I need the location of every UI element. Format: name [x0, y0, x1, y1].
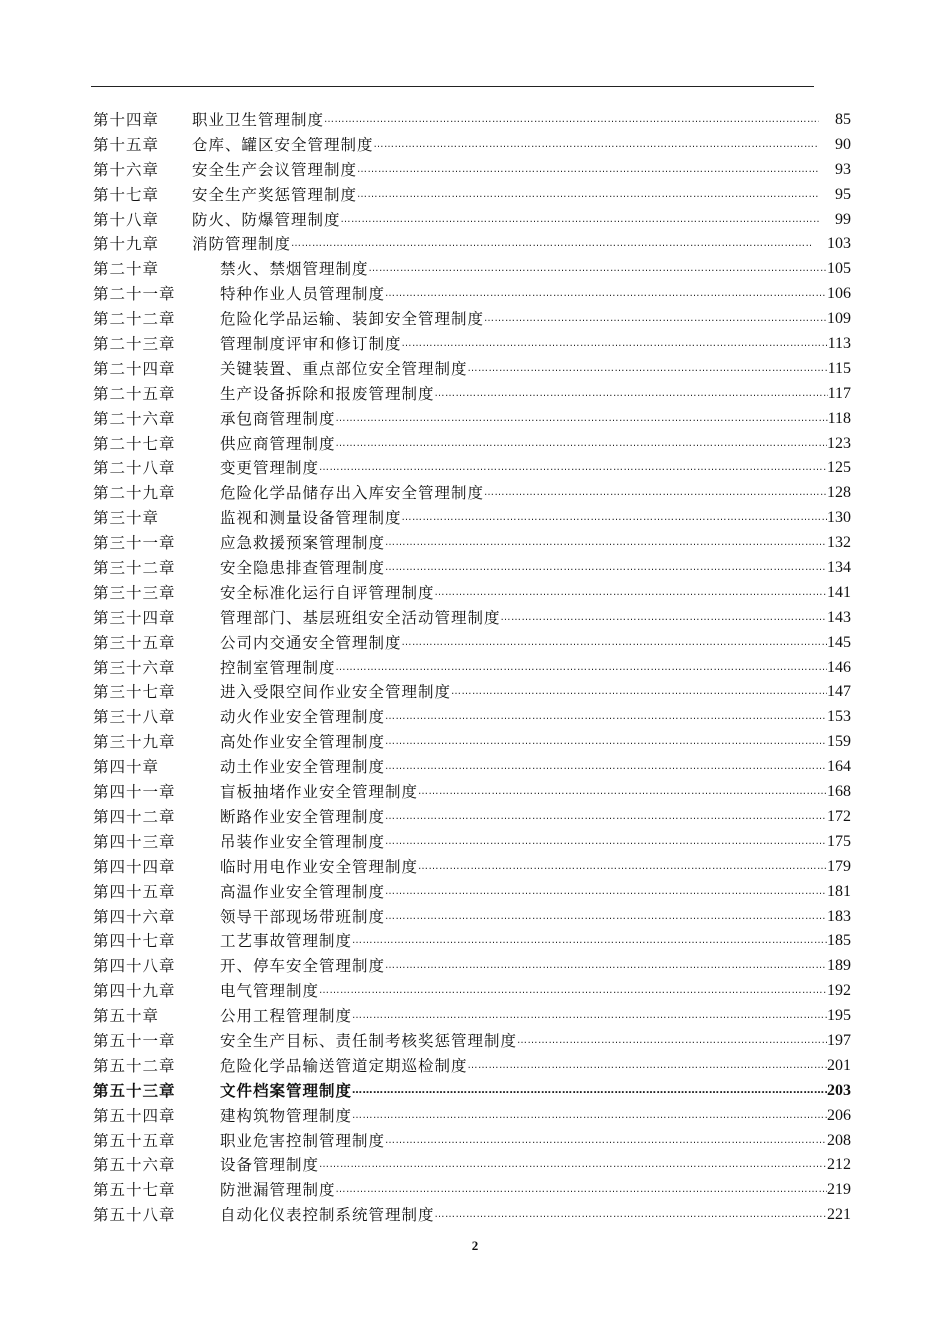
- toc-page-number: 195: [827, 1007, 851, 1025]
- toc-dot-leader: [385, 282, 827, 307]
- toc-entry[interactable]: [93, 780, 851, 805]
- toc-page-number: 208: [827, 1131, 851, 1149]
- toc-chapter-title: 防泄漏管理制度: [220, 1181, 336, 1200]
- toc-chapter-number: 第二十二章: [93, 310, 176, 329]
- toc-chapter-title: 特种作业人员管理制度: [220, 285, 386, 304]
- toc-dot-leader: [385, 755, 827, 780]
- toc-entry[interactable]: [93, 556, 851, 581]
- toc-chapter-number: 第十六章: [93, 160, 160, 179]
- toc-chapter-number: 第二十一章: [93, 285, 176, 304]
- toc-chapter-title: 工艺事故管理制度: [220, 932, 353, 951]
- toc-chapter-title: 消防管理制度: [192, 235, 292, 254]
- toc-dot-leader: [435, 581, 827, 606]
- toc-chapter-title: 职业危害控制管理制度: [220, 1131, 386, 1150]
- toc-page-number: 105: [827, 260, 851, 278]
- toc-page-number: 183: [827, 907, 851, 925]
- toc-dot-leader: [468, 1054, 827, 1079]
- toc-chapter-number: 第四十六章: [93, 907, 176, 926]
- toc-page-number: 185: [827, 932, 851, 950]
- toc-chapter-title: 吊装作业安全管理制度: [220, 832, 386, 851]
- toc-chapter-title: 关键装置、重点部位安全管理制度: [220, 359, 468, 378]
- toc-chapter-number: 第三十三章: [93, 583, 176, 602]
- toc-entry[interactable]: [93, 680, 851, 705]
- toc-entry[interactable]: [93, 855, 851, 880]
- page-number: 2: [471, 1238, 479, 1253]
- toc-page-number: 206: [827, 1106, 851, 1124]
- toc-chapter-title: 文件档案管理制度: [220, 1080, 353, 1100]
- toc-dot-leader: [402, 332, 828, 357]
- toc-chapter-title: 职业卫生管理制度: [192, 111, 325, 129]
- toc-chapter-number: 第二十九章: [93, 484, 176, 503]
- toc-chapter-number: 第五十六章: [93, 1156, 176, 1175]
- toc-dot-leader: [468, 357, 828, 382]
- toc-entry[interactable]: [93, 282, 851, 307]
- toc-page-number: 145: [827, 633, 851, 651]
- toc-chapter-number: 第四十二章: [93, 807, 176, 826]
- toc-chapter-number: 第五十四章: [93, 1106, 176, 1125]
- toc-chapter-number: 第十四章: [93, 111, 160, 129]
- toc-entry[interactable]: [93, 382, 851, 407]
- toc-chapter-number: 第三十五章: [93, 633, 176, 652]
- toc-chapter-number: 第四十四章: [93, 857, 176, 876]
- toc-chapter-title: 电气管理制度: [220, 982, 320, 1001]
- toc-chapter-title: 自动化仪表控制系统管理制度: [220, 1206, 435, 1225]
- toc-entry[interactable]: [93, 929, 851, 954]
- toc-page-number: 212: [827, 1156, 851, 1174]
- toc-dot-leader: [418, 780, 827, 805]
- toc-chapter-number: 第五十三章: [93, 1080, 176, 1100]
- toc-dot-leader: [352, 1104, 827, 1129]
- toc-page-number: 141: [827, 583, 851, 601]
- toc-entry[interactable]: [93, 1079, 851, 1104]
- toc-dot-leader: [501, 606, 827, 631]
- toc-page-number: 93: [835, 160, 851, 178]
- toc-dot-leader: [385, 954, 827, 979]
- toc-entry[interactable]: [93, 1004, 851, 1029]
- toc-page-number: 99: [835, 210, 851, 228]
- toc-chapter-number: 第五十二章: [93, 1056, 176, 1075]
- toc-entry[interactable]: [93, 1203, 851, 1228]
- toc-entry[interactable]: [93, 954, 851, 979]
- toc-dot-leader: [484, 481, 827, 506]
- toc-chapter-title: 安全生产会议管理制度: [192, 160, 358, 179]
- toc-dot-leader: [319, 1153, 827, 1178]
- toc-page-number: 219: [827, 1181, 851, 1199]
- toc-page-number: 130: [827, 509, 851, 527]
- toc-chapter-number: 第十七章: [93, 185, 160, 204]
- toc-entry[interactable]: [93, 979, 851, 1004]
- toc-chapter-number: 第四十一章: [93, 783, 176, 802]
- toc-entry[interactable]: [93, 581, 851, 606]
- toc-entry[interactable]: [93, 1178, 851, 1203]
- toc-chapter-title: 开、停车安全管理制度: [220, 957, 386, 976]
- toc-dot-leader: [385, 1129, 827, 1154]
- toc-page-number: 95: [835, 185, 851, 203]
- toc-page-number: 172: [827, 807, 851, 825]
- toc-chapter-title: 仓库、罐区安全管理制度: [192, 135, 374, 154]
- toc-dot-leader: [385, 705, 827, 730]
- toc-chapter-number: 第二十六章: [93, 409, 176, 428]
- toc-page-number: 197: [827, 1031, 851, 1049]
- toc-dot-leader: [319, 979, 827, 1004]
- toc-chapter-title: 危险化学品运输、装卸安全管理制度: [220, 310, 485, 329]
- toc-chapter-title: 公司内交通安全管理制度: [220, 633, 402, 652]
- toc-chapter-number: 第四十三章: [93, 832, 176, 851]
- toc-entry[interactable]: [93, 1054, 851, 1079]
- toc-page-number: 181: [827, 882, 851, 900]
- toc-entry[interactable]: [93, 432, 851, 457]
- toc-page-number: 117: [827, 384, 851, 402]
- toc-chapter-number: 第四十八章: [93, 957, 176, 976]
- toc-page-number: 203: [827, 1081, 851, 1099]
- toc-page-number: 125: [827, 459, 851, 477]
- toc-entry[interactable]: [93, 506, 851, 531]
- toc-page-number: 159: [827, 733, 851, 751]
- toc-dot-leader: [484, 307, 827, 332]
- toc-page-number: 113: [827, 335, 851, 353]
- toc-chapter-title: 高处作业安全管理制度: [220, 733, 386, 752]
- toc-dot-leader: [336, 432, 827, 457]
- toc-chapter-title: 公用工程管理制度: [220, 1007, 353, 1026]
- header-rule: [91, 86, 814, 87]
- toc-chapter-title: 危险化学品储存出入库安全管理制度: [220, 484, 485, 503]
- toc-page-number: 106: [827, 285, 851, 303]
- toc-entry[interactable]: [93, 1153, 851, 1178]
- toc-chapter-number: 第三十一章: [93, 534, 176, 553]
- toc-chapter-title: 安全生产目标、责任制考核奖惩管理制度: [220, 1031, 518, 1050]
- toc-dot-leader: [451, 680, 827, 705]
- toc-dot-leader: [435, 1203, 827, 1228]
- toc-dot-leader: [385, 805, 827, 830]
- toc-page-number: 175: [827, 832, 851, 850]
- toc-page-number: 85: [835, 111, 851, 128]
- toc-chapter-number: 第二十七章: [93, 434, 176, 453]
- toc-entry[interactable]: [93, 481, 851, 506]
- toc-page-number: 118: [827, 409, 851, 427]
- toc-entry[interactable]: [93, 905, 851, 930]
- toc-entry[interactable]: [93, 357, 851, 382]
- toc-chapter-number: 第二十五章: [93, 384, 176, 403]
- toc-chapter-number: 第二十三章: [93, 335, 176, 354]
- toc-page-number: 179: [827, 857, 851, 875]
- table-of-contents: [93, 108, 851, 1228]
- toc-chapter-title: 安全隐患排查管理制度: [220, 559, 386, 578]
- toc-chapter-number: 第五十章: [93, 1007, 160, 1026]
- toc-dot-leader: [341, 208, 819, 233]
- toc-page-number: 128: [827, 484, 851, 502]
- toc-page-number: 168: [827, 783, 851, 801]
- toc-chapter-number: 第三十六章: [93, 658, 176, 677]
- toc-chapter-title: 设备管理制度: [220, 1156, 320, 1175]
- toc-entry[interactable]: [93, 631, 851, 656]
- toc-chapter-number: 第十八章: [93, 210, 160, 229]
- toc-chapter-title: 应急救援预案管理制度: [220, 534, 386, 553]
- toc-dot-leader: [352, 929, 827, 954]
- toc-dot-leader: [402, 631, 827, 656]
- toc-dot-leader: [435, 382, 828, 407]
- toc-entry[interactable]: [93, 158, 851, 183]
- toc-entry[interactable]: [93, 456, 851, 481]
- toc-chapter-title: 生产设备拆除和报废管理制度: [220, 384, 435, 403]
- toc-entry[interactable]: [93, 1104, 851, 1129]
- toc-entry[interactable]: [93, 755, 851, 780]
- toc-chapter-title: 动火作业安全管理制度: [220, 708, 386, 727]
- toc-dot-leader: [336, 656, 827, 681]
- toc-chapter-title: 高温作业安全管理制度: [220, 882, 386, 901]
- toc-chapter-title: 承包商管理制度: [220, 409, 336, 428]
- toc-entry[interactable]: [93, 257, 851, 282]
- toc-chapter-number: 第十五章: [93, 135, 160, 154]
- toc-dot-leader: [357, 183, 819, 208]
- toc-dot-leader: [385, 880, 827, 905]
- toc-dot-leader: [291, 232, 811, 257]
- toc-chapter-number: 第四十九章: [93, 982, 176, 1001]
- toc-chapter-title: 动土作业安全管理制度: [220, 758, 386, 777]
- toc-dot-leader: [324, 108, 819, 133]
- toc-chapter-title: 管理部门、基层班组安全活动管理制度: [220, 608, 501, 627]
- toc-chapter-number: 第三十二章: [93, 559, 176, 578]
- toc-entry[interactable]: [93, 208, 851, 233]
- toc-chapter-title: 防火、防爆管理制度: [192, 210, 341, 229]
- toc-entry[interactable]: [93, 1029, 851, 1054]
- toc-chapter-title: 安全生产奖惩管理制度: [192, 185, 358, 204]
- toc-page-number: 123: [827, 434, 851, 452]
- toc-page-number: 90: [835, 135, 851, 153]
- toc-chapter-number: 第三十章: [93, 509, 160, 528]
- toc-entry[interactable]: [93, 656, 851, 681]
- toc-page-number: 153: [827, 708, 851, 726]
- toc-dot-leader: [385, 830, 827, 855]
- toc-page-number: 103: [827, 235, 851, 253]
- toc-entry[interactable]: [93, 307, 851, 332]
- toc-entry[interactable]: [93, 531, 851, 556]
- toc-entry[interactable]: [93, 830, 851, 855]
- toc-dot-leader: [374, 133, 819, 158]
- toc-chapter-title: 断路作业安全管理制度: [220, 807, 386, 826]
- toc-entry[interactable]: [93, 183, 851, 208]
- toc-chapter-number: 第二十四章: [93, 359, 176, 378]
- toc-page-number: 147: [827, 683, 851, 701]
- toc-page-number: 115: [827, 359, 851, 377]
- toc-chapter-number: 第三十四章: [93, 608, 176, 627]
- toc-dot-leader: [369, 257, 827, 282]
- toc-dot-leader: [418, 855, 827, 880]
- toc-page-number: 143: [827, 608, 851, 626]
- toc-dot-leader: [352, 1079, 827, 1104]
- toc-entry[interactable]: [93, 108, 851, 133]
- toc-chapter-title: 领导干部现场带班制度: [220, 907, 386, 926]
- toc-page-number: 109: [827, 310, 851, 328]
- toc-dot-leader: [385, 730, 827, 755]
- toc-entry[interactable]: [93, 332, 851, 357]
- toc-page-number: 189: [827, 957, 851, 975]
- toc-dot-leader: [385, 905, 827, 930]
- toc-entry[interactable]: [93, 880, 851, 905]
- toc-dot-leader: [402, 506, 827, 531]
- toc-entry[interactable]: [93, 730, 851, 755]
- toc-chapter-title: 安全标准化运行自评管理制度: [220, 583, 435, 602]
- toc-chapter-number: 第四十七章: [93, 932, 176, 951]
- toc-chapter-number: 第十九章: [93, 235, 160, 254]
- toc-chapter-title: 进入受限空间作业安全管理制度: [220, 683, 452, 702]
- toc-entry[interactable]: [93, 705, 851, 730]
- toc-dot-leader: [319, 456, 827, 481]
- toc-chapter-number: 第二十章: [93, 260, 160, 279]
- toc-chapter-title: 监视和测量设备管理制度: [220, 509, 402, 528]
- toc-chapter-number: 第四十章: [93, 758, 160, 777]
- toc-page-number: 201: [827, 1056, 851, 1074]
- toc-page-number: 164: [827, 758, 851, 776]
- toc-chapter-title: 临时用电作业安全管理制度: [220, 857, 419, 876]
- toc-chapter-number: 第五十一章: [93, 1031, 176, 1050]
- toc-chapter-title: 禁火、禁烟管理制度: [220, 260, 369, 279]
- toc-page-number: 221: [827, 1206, 851, 1224]
- toc-chapter-title: 供应商管理制度: [220, 434, 336, 453]
- toc-dot-leader: [385, 556, 827, 581]
- toc-dot-leader: [517, 1029, 827, 1054]
- toc-entry[interactable]: [93, 606, 851, 631]
- toc-chapter-number: 第四十五章: [93, 882, 176, 901]
- toc-dot-leader: [352, 1004, 827, 1029]
- toc-chapter-number: 第三十七章: [93, 683, 176, 702]
- toc-dot-leader: [336, 1178, 827, 1203]
- toc-chapter-title: 危险化学品输送管道定期巡检制度: [220, 1056, 468, 1075]
- toc-chapter-number: 第三十九章: [93, 733, 176, 752]
- toc-chapter-title: 盲板抽堵作业安全管理制度: [220, 783, 419, 802]
- toc-page-number: 134: [827, 559, 851, 577]
- toc-entry[interactable]: [93, 1129, 851, 1154]
- toc-dot-leader: [385, 531, 827, 556]
- toc-chapter-number: 第五十七章: [93, 1181, 176, 1200]
- toc-chapter-number: 第五十八章: [93, 1206, 176, 1225]
- toc-dot-leader: [336, 407, 828, 432]
- toc-page-number: 132: [827, 534, 851, 552]
- toc-entry[interactable]: [93, 133, 851, 158]
- toc-chapter-number: 第三十八章: [93, 708, 176, 727]
- toc-page-number: 146: [827, 658, 851, 676]
- toc-entry[interactable]: [93, 407, 851, 432]
- toc-entry[interactable]: [93, 232, 851, 257]
- toc-chapter-number: 第二十八章: [93, 459, 176, 478]
- toc-dot-leader: [357, 158, 819, 183]
- toc-chapter-title: 控制室管理制度: [220, 658, 336, 677]
- toc-chapter-title: 管理制度评审和修订制度: [220, 335, 402, 354]
- toc-page-number: 192: [827, 982, 851, 1000]
- toc-chapter-title: 变更管理制度: [220, 459, 320, 478]
- toc-chapter-title: 建构筑物管理制度: [220, 1106, 353, 1125]
- toc-chapter-number: 第五十五章: [93, 1131, 176, 1150]
- toc-entry[interactable]: [93, 805, 851, 830]
